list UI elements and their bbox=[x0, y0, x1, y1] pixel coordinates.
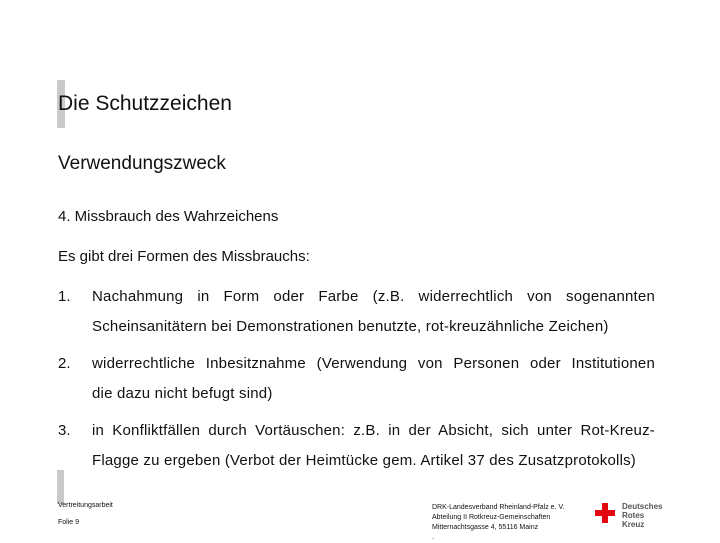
list-item-number: 2. bbox=[58, 355, 71, 372]
footer-department: Vertreitungsarbeit bbox=[58, 502, 113, 509]
slide-subtitle: Verwendungszweck bbox=[58, 153, 226, 174]
section-heading: 4. Missbrauch des Wahrzeichens bbox=[58, 208, 279, 225]
footer-page-number: Folie 9 bbox=[58, 519, 80, 526]
org-line: DRK-Landesverband Rheinland-Pfalz e. V. bbox=[432, 504, 565, 511]
logo-line: Rotes bbox=[622, 511, 645, 520]
drk-logo-text bbox=[622, 502, 662, 529]
slide-title: Die Schutzzeichen bbox=[58, 92, 232, 115]
list-item-text: die dazu nicht befugt sind) bbox=[92, 385, 273, 402]
list-item-number: 1. bbox=[58, 288, 71, 305]
logo-line: Deutsches bbox=[622, 502, 663, 511]
list-item-text: in Konfliktfällen durch Vortäuschen: z.B. in der Absicht, sich unter Rot-Kreuz- bbox=[92, 422, 655, 439]
org-line: Abteilung II Rotkreuz-Gemeinschaften bbox=[432, 514, 551, 521]
list-item-text: Flagge zu ergeben (Verbot der Heimtücke gem. Artikel 37 des Zusatzprotokolls) bbox=[92, 452, 636, 469]
logo-line: Kreuz bbox=[622, 520, 645, 529]
red-cross-icon bbox=[595, 503, 615, 523]
footer-accent-bar bbox=[57, 470, 64, 504]
list-item-text: Nachahmung in Form oder Farbe (z.B. widerrechtlich von sogenannten bbox=[92, 288, 655, 305]
list-item-text: widerrechtliche Inbesitznahme (Verwendung von Personen oder Institutionen bbox=[92, 355, 655, 372]
org-line: Mitternachtsgasse 4, 55116 Mainz bbox=[432, 524, 539, 531]
list-item-text: Scheinsanitätern bei Demonstrationen benutzte, rot-kreuzähnliche Zeichen) bbox=[92, 318, 609, 335]
intro-text: Es gibt drei Formen des Missbrauchs: bbox=[58, 248, 310, 265]
footer-organization bbox=[432, 503, 564, 543]
org-line: . bbox=[432, 534, 434, 541]
list-item-number: 3. bbox=[58, 422, 71, 439]
